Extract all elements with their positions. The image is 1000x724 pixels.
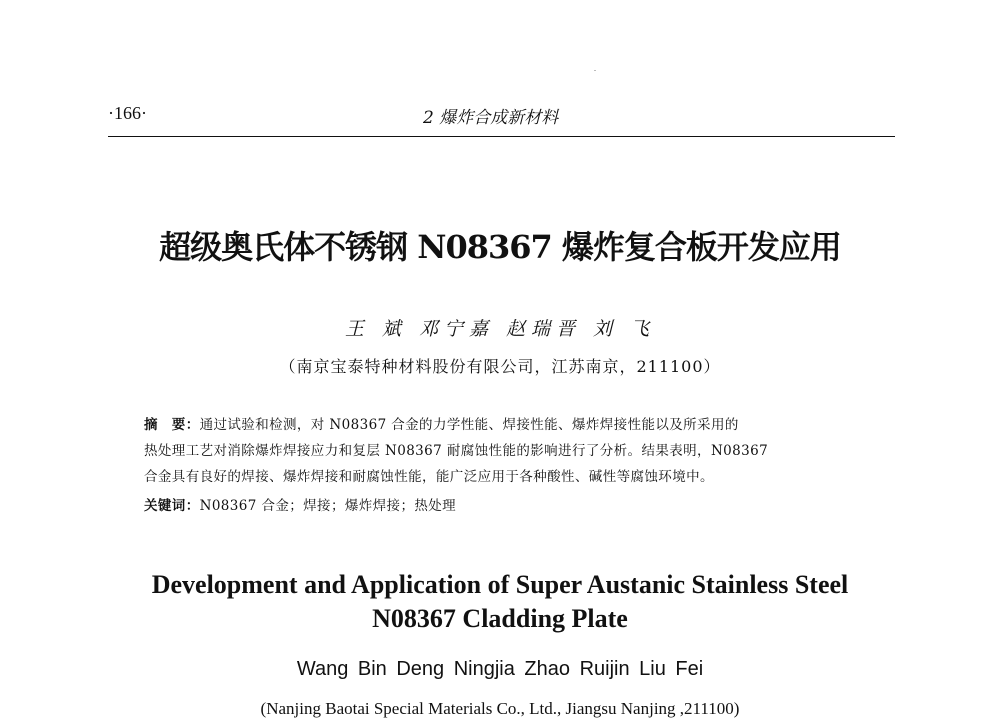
english-title-line-2: N08367 Cladding Plate: [372, 604, 628, 633]
chinese-title: 超级奥氏体不锈钢 N08367 爆炸复合板开发应用: [159, 228, 841, 266]
english-title-line-1: Development and Application of Super Austanic Stainless Steel: [151, 570, 849, 599]
abstract-line-2: 热处理工艺对消除爆炸焊接应力和复层 N08367 耐腐蚀性能的影响进行了分析。结果表明，N08367: [144, 443, 769, 459]
page-number: ·166·: [108, 103, 147, 123]
keywords-label: 关键词：: [144, 498, 200, 514]
chinese-affiliation: （南京宝泰特种材料股份有限公司，江苏南京，211100）: [279, 357, 721, 376]
abstract: [144, 412, 856, 490]
chinese-authors: 王 斌 邓宁嘉 赵瑞晋 刘 飞: [344, 318, 656, 340]
scan-speck: [594, 70, 596, 71]
keywords: [144, 494, 856, 514]
abstract-label: 摘 要：: [144, 417, 200, 433]
abstract-line-3: 合金具有良好的焊接、爆炸焊接和耐腐蚀性能，能广泛应用于各种酸性、碱性等腐蚀环境中。: [144, 469, 714, 485]
running-head: 2 爆炸合成新材料: [423, 108, 559, 128]
header-rule: [108, 136, 895, 137]
english-affiliation: (Nanjing Baotai Special Materials Co., Ltd., Jiangsu Nanjing ,211100): [260, 699, 740, 718]
english-title: [0, 568, 1000, 636]
keywords-text: N08367 合金；焊接；爆炸焊接；热处理: [199, 498, 457, 514]
abstract-line-1: [144, 412, 856, 438]
abstract-text-1: 通过试验和检测，对 N08367 合金的力学性能、焊接性能、爆炸焊接性能以及所采用的: [199, 417, 739, 433]
english-authors: Wang Bin Deng Ningjia Zhao Ruijin Liu Fei: [296, 658, 704, 680]
